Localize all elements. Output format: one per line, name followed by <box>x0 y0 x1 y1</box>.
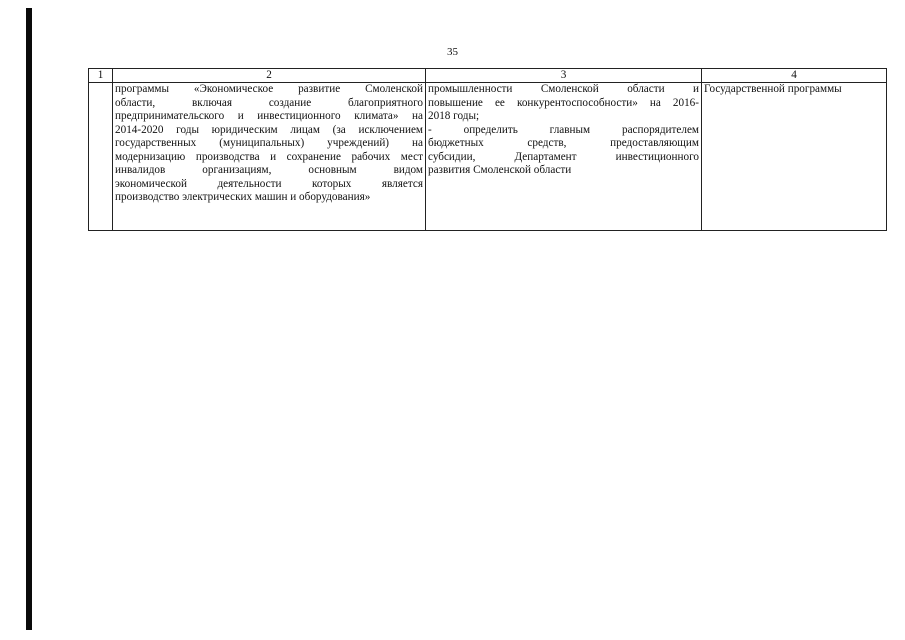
header-cell-1: 1 <box>89 69 113 83</box>
col3-line: 2018 годы; <box>428 110 480 122</box>
col2-line: инвалидов организациям, основным видом <box>115 164 423 176</box>
col2-line: области, включая создание благоприятного <box>115 96 423 109</box>
col3-line: субсидии, Департамент инвестиционного <box>428 150 699 163</box>
cell-col1 <box>89 83 113 231</box>
col2-line: предпринимательского и инвестиционного климата» на <box>115 110 423 122</box>
col2-line: государственных (муниципальных) учреждений) на <box>115 137 423 149</box>
header-cell-4: 4 <box>702 69 887 83</box>
cell-col2 <box>113 83 426 231</box>
scan-edge-bar <box>26 8 32 630</box>
header-cell-2: 2 <box>113 69 426 83</box>
col3-line: промышленности Смоленской области и <box>428 83 699 95</box>
col2-line: программы «Экономическое развитие Смоленской <box>115 83 423 95</box>
col2-line: 2014-2020 годы юридическим лицам (за исключением <box>115 123 423 136</box>
col2-line: экономической деятельности которых является <box>115 177 423 190</box>
page-number: 35 <box>447 46 458 58</box>
col3-line: развития Смоленской области <box>428 164 572 176</box>
col2-line: производство электрических машин и оборудования» <box>115 191 371 203</box>
col2-line: модернизацию производства и сохранение рабочих мест <box>115 150 423 163</box>
table-header-row <box>89 69 887 83</box>
cell-col3 <box>426 83 702 231</box>
col3-line: повышение ее конкурентоспособности» на 2016- <box>428 96 699 109</box>
header-cell-3: 3 <box>426 69 702 83</box>
document-table <box>88 68 887 231</box>
cell-col4: Государственной программы <box>702 83 887 231</box>
col3-line: бюджетных средств, предоставляющим <box>428 137 699 149</box>
table-row <box>89 83 887 231</box>
col3-line: - определить главным распорядителем <box>428 123 699 136</box>
